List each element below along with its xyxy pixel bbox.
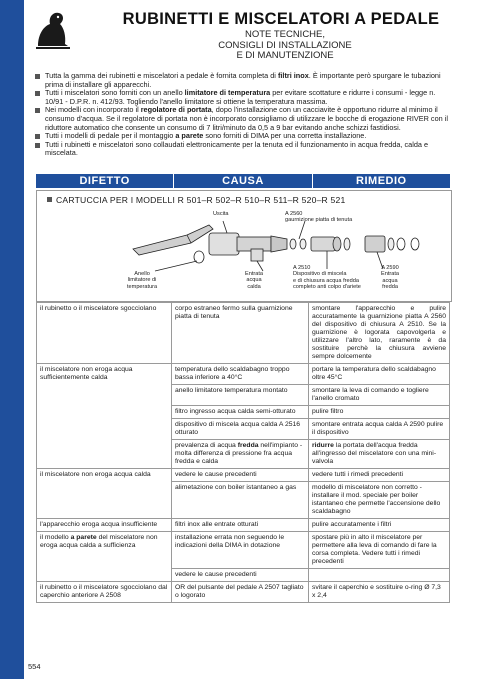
cell-causa: filtri inox alle entrate otturati <box>172 519 309 532</box>
intro-note: Tutta la gamma dei rubinetti e miscelatori a pedale è fornita completa di filtri inox. È importante però spurgare le tubazioni prima di installare gli apparecchi. <box>34 72 448 89</box>
cell-causa: OR del pulsante del pedale A 2507 tagliato o logorato <box>172 582 309 603</box>
cell-difetto: il miscelatore non eroga acqua calda <box>37 469 172 519</box>
troubleshooting-table <box>36 302 450 603</box>
column-header-rimedio: RIMEDIO <box>312 174 450 188</box>
cell-causa: prevalenza di acqua fredda nell'impianto - molta differenza di pressione fra acqua fredda e calda <box>172 440 309 469</box>
cartridge-title: CARTUCCIA PER I MODELLI R 501–R 502–R 510–R 511–R 520–R 521 <box>47 195 346 205</box>
cell-difetto: il modello a parete del miscelatore non eroga acqua calda a sufficienza <box>37 532 172 582</box>
label-a2510: A 2510 Dispositivo di miscela e di chiusura acqua fredda completo anti colpo d'ariete <box>293 265 361 291</box>
subtitle-line: NOTE TECNICHE, <box>244 29 326 40</box>
cell-rimedio: smontare l'apparecchio e pulire accuratamente la guarnizione piatta A 2560 del dispositivo di chiusura A 2510. Se la guarnizione è logorata capovolgerla e utilizzare l'altro lato, raramente è da sostituire perchè la chiusura avviene sempre dolcemente <box>309 303 450 364</box>
beaver-logo-icon <box>30 6 76 52</box>
intro-note: Nei modelli con incorporato il regolatore di portata, dopo l'installazione con un cacciavite è opportuno ridurre al minimo il consumo d'acqua. Se il regolatore di portata non è incorporato consigliamo di utilizzare le bocche di erogazione RIVER con il riduttore automatico che consente un consumo di 7 litri/minuto da 0,5 a 9 bar evitando anche schizzi fastidiosi. <box>34 106 448 132</box>
cell-rimedio: vedere tutti i rimedi precedenti <box>309 469 450 482</box>
intro-note: Tutti i rubinetti e miscelatori sono collaudati elettronicamente per la tenuta ed il funzionamento in acqua fredda, calda e miscelata. <box>34 141 448 158</box>
table-row <box>37 364 450 385</box>
subtitle-line: E DI MANUTENZIONE <box>236 50 334 61</box>
label-a2590: A 2590 Entrata acqua fredda <box>381 265 400 291</box>
page-number: 554 <box>28 662 41 671</box>
cell-difetto: l'apparecchio eroga acqua insufficiente <box>37 519 172 532</box>
column-header-band <box>36 174 450 188</box>
cell-rimedio: portare la temperatura dello scaldabagno oltre 45°C <box>309 364 450 385</box>
cell-rimedio: smontare la leva di comando e togliere l'anello cromato <box>309 385 450 406</box>
label-a2560: A 2560 gaurnizione piatta di tenuta <box>285 211 353 224</box>
cartridge-panel <box>36 190 452 302</box>
cell-rimedio: pulire filtro <box>309 406 450 419</box>
label-anello-limitatore: Anello limitatore di temperatura <box>127 271 158 290</box>
page-title: RUBINETTI E MISCELATORI A PEDALE <box>122 10 440 28</box>
subtitle-line: CONSIGLI DI INSTALLAZIONE <box>218 39 352 51</box>
cell-difetto: il miscelatore non eroga acqua sufficientemente calda <box>37 364 172 469</box>
cell-rimedio <box>309 569 450 582</box>
table-row <box>37 519 450 532</box>
intro-note: Tutti i modelli di pedale per il montaggio a parete sono forniti di DIMA per una corretta installazione. <box>34 132 448 141</box>
table-row <box>37 469 450 482</box>
cell-causa: vedere le cause precedenti <box>172 469 309 482</box>
cell-causa: vedere le cause precedenti <box>172 569 309 582</box>
cell-rimedio: spostare più in alto il miscelatore per permettere alla leva di comando di fare la corsa completa. Vedere tutti i rimedi precedenti <box>309 532 450 569</box>
cell-causa: filtro ingresso acqua calda semi-otturato <box>172 406 309 419</box>
cell-rimedio: ridurre la portata dell'acqua fredda all'ingresso del miscelatore con una mini-valvola <box>309 440 450 469</box>
page-subtitle <box>120 30 450 62</box>
table-row <box>37 303 450 364</box>
label-uscita: Uscita <box>213 211 229 217</box>
cell-causa: corpo estraneo fermo sulla guarnizione piatta di tenuta <box>172 303 309 364</box>
blue-sidebar <box>0 0 24 679</box>
intro-notes-list <box>34 72 448 158</box>
cell-rimedio: modello di miscelatore non corretto -installare il mod. speciale per boiler istantaneo che permette l'accensione dello scaldabagno <box>309 482 450 519</box>
table-row <box>37 582 450 603</box>
table-row <box>37 532 450 569</box>
cell-causa: installazione errata non seguendo le indicazioni della DIMA in dotazione <box>172 532 309 569</box>
cell-causa: dispositivo di miscela acqua calda A 2516 otturato <box>172 419 309 440</box>
label-entrata-calda: Entrata acqua calda <box>245 271 264 290</box>
column-header-causa: CAUSA <box>173 174 311 188</box>
column-header-difetto: DIFETTO <box>79 175 130 187</box>
cell-difetto: il rubinetto o il miscelatore sgocciolano dal caperchio anteriore A 2508 <box>37 582 172 603</box>
cell-causa: anello limitatore temperatura montato <box>172 385 309 406</box>
intro-note: Tutti i miscelatori sono forniti con un anello limitatore di temperatura per evitare scottature e ridurre i consumi - legge n. 10/91 - D.P.R. n. 412/93. Togliendo l'anello limitatore si ottiene la temperatura massima. <box>34 89 448 106</box>
cell-rimedio: pulire accuratamente i filtri <box>309 519 450 532</box>
cell-difetto: il rubinetto o il miscelatore sgocciolano <box>37 303 172 364</box>
cell-causa: temperatura dello scaldabagno troppo bassa inferiore a 40°C <box>172 364 309 385</box>
cell-rimedio: svitare il caperchio e sostituire o-ring Ø 7,3 x 2,4 <box>309 582 450 603</box>
cell-rimedio: smontare entrata acqua calda A 2590 pulire il dispositivo <box>309 419 450 440</box>
cell-causa: alimetazione con boiler istantaneo a gas <box>172 482 309 519</box>
